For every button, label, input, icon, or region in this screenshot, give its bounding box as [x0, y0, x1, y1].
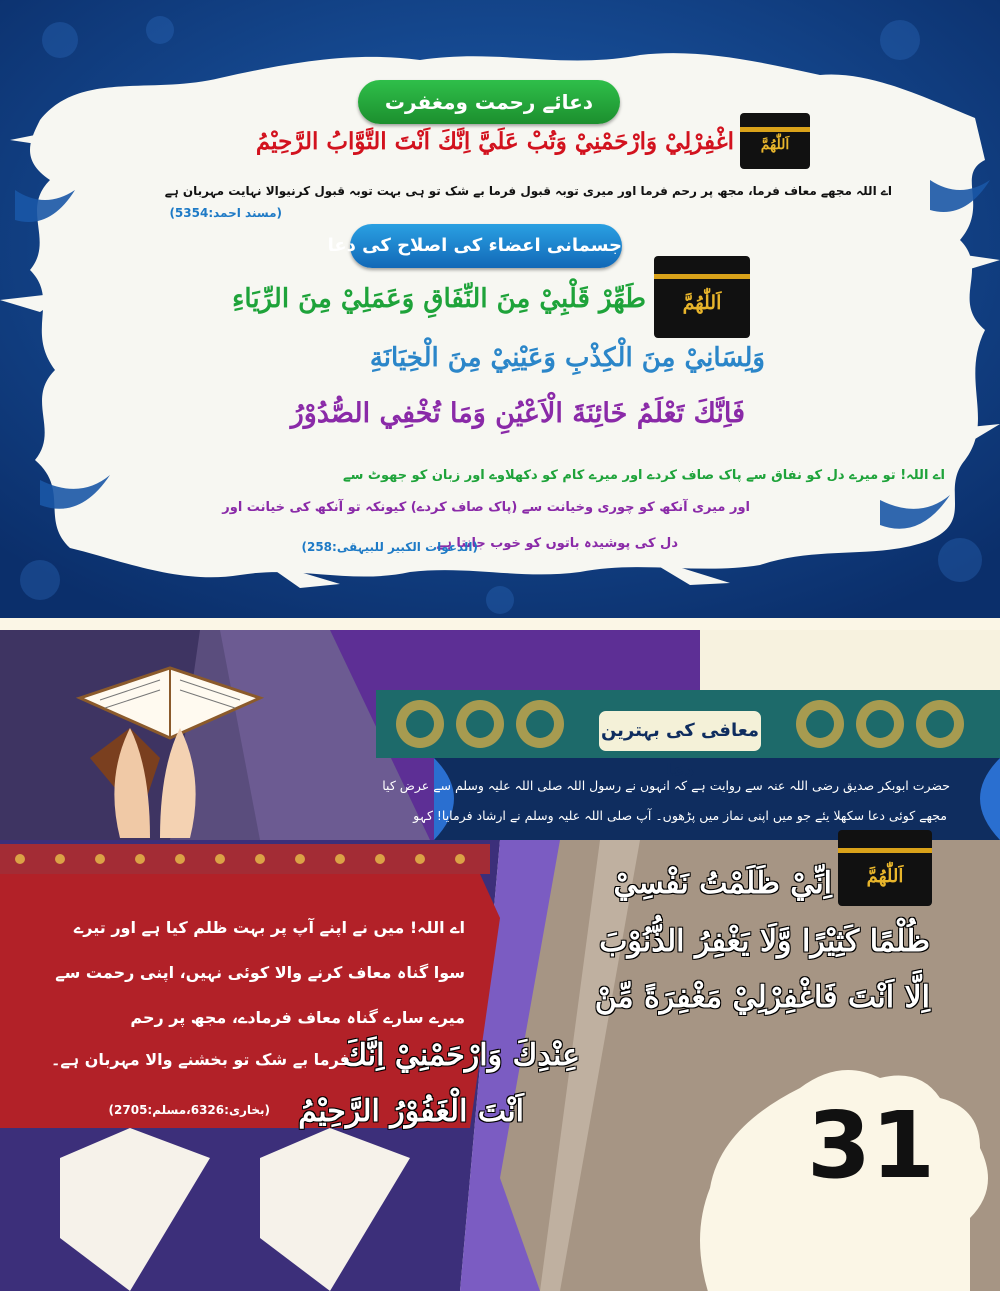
maafi-arabic-line5: اَنْتَ الْغَفُوْرُ الرَّحِيْمُ [298, 1094, 524, 1129]
dua2-urdu-line2: اور میری آنکھ کو چوری وخیانت سے (پاک صاف کردے) کیونکہ تو آنکھ کی خیانت اور [222, 500, 750, 515]
maafi-urdu-line2: سوا گناہ معاف کرنے والا کوئی نہیں، اپنی رحمت سے [55, 963, 465, 982]
dua1-arabic: اغْفِرْلِيْ وَارْحَمْنِيْ وَتُبْ عَلَيَّ اِنَّكَ اَنْتَ التَّوَّابُ الرَّحِيْمُ [255, 128, 734, 155]
dua2-urdu-line1: اے اللہ! تو میرے دل کو نفاق سے پاک صاف کردے اور میرے کام کو دکھلاوے اور زبان کو جھوٹ سے [342, 468, 945, 483]
kaaba-allahumma-badge-3 [838, 830, 932, 906]
maafi-urdu-line1: اے اللہ! میں نے اپنے آپ پر بہت ظلم کیا ہے اور تیرے [73, 918, 465, 937]
quran-hands-illustration [60, 658, 280, 848]
dua2-line3: فَاِنَّكَ تَعْلَمُ خَائِنَةَ الْاَعْيُنِ وَمَا تُخْفِي الصُّدُوْرُ [290, 398, 745, 429]
section-title-maafi: معافی کی بہترین دعا [596, 708, 764, 754]
dua2-line1: طَهِّرْ قَلْبِيْ مِنَ النِّفَاقِ وَعَمَلِيْ مِنَ الرِّيَاءِ [232, 284, 646, 314]
allahumma-label: اَللّٰهُمَّ [760, 137, 790, 153]
hadith-line2: مجھے کوئی دعا سکھلا یئے جو میں اپنی نماز میں پڑھوں۔ آپ صلی اللہ علیہ وسلم نے ارشاد فرمایا! کہو [413, 808, 947, 823]
dua2-line2: وَلِسَانِيْ مِنَ الْكِذْبِ وَعَيْنِيْ مِنَ الْخِيَانَةِ [369, 343, 765, 373]
page-number: 31 [806, 1092, 936, 1199]
section-title-islah: جسمانی اعضاء کی اصلاح کی دعا [350, 224, 622, 268]
hadith-line1: حضرت ابوبکر صدیق رضی اللہ عنہ سے روایت ہے کہ انہوں نے رسول اللہ صلی اللہ علیہ وسلم سے عرض کیا [382, 778, 950, 793]
allahumma-label-3: اَللّٰهُمَّ [866, 866, 904, 887]
maafi-urdu-line4: فرما بے شک تو بخشنے والا مہربان ہے۔ [51, 1050, 350, 1069]
maafi-arabic-line4: عِنْدِكَ وَارْحَمْنِيْ اِنَّكَ [342, 1038, 580, 1073]
maafi-arabic-line3: اِلَّا اَنْتَ فَاغْفِرْلِيْ مَغْفِرَةً مِّنْ [594, 980, 930, 1015]
top-dua-panel [0, 0, 1000, 618]
dua1-reference: (مسند احمد:5354) [169, 206, 282, 220]
maafi-arabic-line2: ظُلْمًا كَثِيْرًا وَّلَا يَغْفِرُ الذُّنُوْبَ [599, 924, 930, 959]
allahumma-label-2: اَللّٰهُمَّ [682, 292, 722, 314]
maafi-arabic-line1: اِنِّيْ ظَلَمْتُ نَفْسِيْ [613, 866, 832, 901]
bottom-dua-panel [0, 618, 1000, 1291]
kaaba-allahumma-badge [740, 113, 810, 169]
dua1-urdu-translation: اے اللہ مجھے معاف فرما، مجھ پر رحم فرما اور میری توبہ قبول فرما بے شک تو ہی بہت توبہ قبول کرنیوالا نہایت مہربان ہے [164, 184, 892, 198]
dua2-urdu-line3: دل کی پوشیدہ باتوں کو خوب جانتا ہے [436, 536, 678, 551]
section-title-rehmat: دعائے رحمت ومغفرت [358, 80, 620, 124]
maafi-urdu-line3: میرے سارے گناہ معاف فرمادے، مجھ پر رحم [130, 1008, 465, 1027]
dua2-reference: (الدعوات الکبیر للبیہقی:258) [301, 540, 478, 554]
maafi-reference: (بخاری:6326،مسلم:2705) [108, 1103, 270, 1117]
kaaba-allahumma-badge-2 [654, 256, 750, 338]
